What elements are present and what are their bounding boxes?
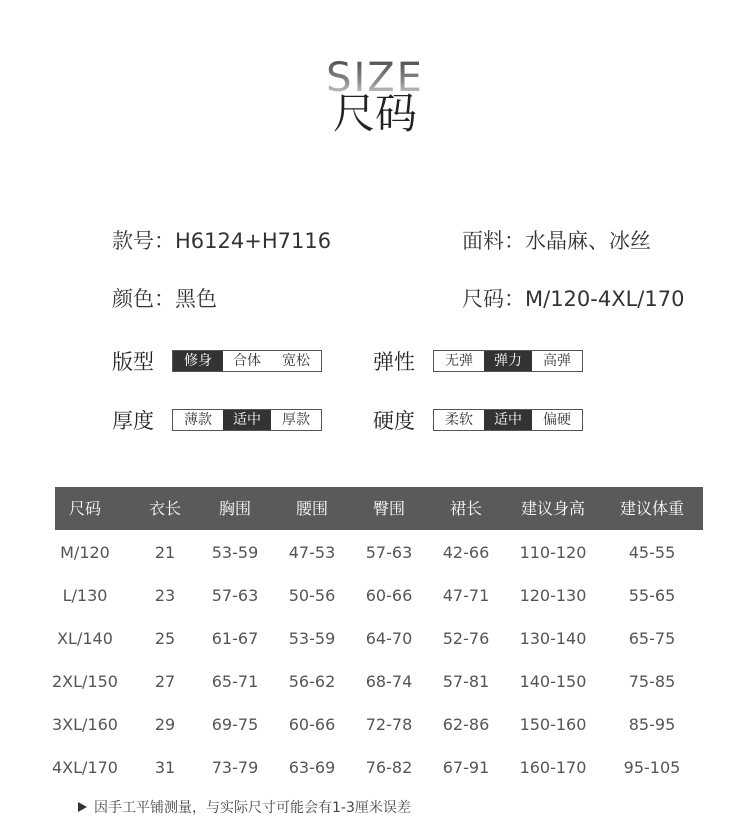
cell-weight: 95-105 xyxy=(623,758,681,777)
header-weight: 建议体重 xyxy=(619,499,684,518)
cell-chest: 65-71 xyxy=(211,672,259,691)
thickness-option-medium: 适中 xyxy=(223,410,271,430)
thickness-option-thick: 厚款 xyxy=(271,410,321,430)
cell-weight: 85-95 xyxy=(628,715,676,734)
cell-length: 31 xyxy=(154,758,176,777)
size-range-info: 尺码：M/120-4XL/170 xyxy=(462,287,685,311)
cell-weight: 45-55 xyxy=(628,543,676,562)
fit-label: 版型 xyxy=(112,350,154,374)
cell-chest: 69-75 xyxy=(211,715,259,734)
elasticity-label: 弹性 xyxy=(373,350,415,374)
header-size: 尺码 xyxy=(68,499,101,518)
fit-option-regular: 合体 xyxy=(223,351,271,371)
table-row xyxy=(0,746,750,789)
cell-length: 29 xyxy=(154,715,176,734)
cell-height: 130-140 xyxy=(519,629,587,648)
cell-chest: 73-79 xyxy=(211,758,259,777)
cell-waist: 53-59 xyxy=(288,629,336,648)
title-en: SIZE xyxy=(0,56,750,100)
thickness-selector xyxy=(172,409,322,431)
cell-chest: 61-67 xyxy=(211,629,259,648)
cell-skirt-length: 62-86 xyxy=(442,715,490,734)
hardness-option-medium: 适中 xyxy=(484,410,532,430)
title-cn: 尺码 xyxy=(332,89,417,138)
table-row xyxy=(0,617,750,660)
cell-size: M/120 xyxy=(60,543,110,562)
elasticity-selector xyxy=(433,350,583,372)
hardness-label: 硬度 xyxy=(373,409,415,433)
fit-selector xyxy=(172,350,322,372)
cell-waist: 56-62 xyxy=(288,672,336,691)
table-row xyxy=(0,574,750,617)
cell-size: 4XL/170 xyxy=(52,758,118,777)
cell-hip: 60-66 xyxy=(365,586,413,605)
cell-waist: 63-69 xyxy=(288,758,336,777)
elasticity-option-none: 无弹 xyxy=(434,351,484,371)
header-hip: 臀围 xyxy=(372,499,405,518)
cell-hip: 72-78 xyxy=(365,715,413,734)
header-length: 衣长 xyxy=(148,499,181,518)
triangle-bullet-icon xyxy=(78,802,87,812)
cell-weight: 65-75 xyxy=(628,629,676,648)
fit-option-slim: 修身 xyxy=(173,351,223,371)
hardness-option-hard: 偏硬 xyxy=(532,410,582,430)
cell-height: 120-130 xyxy=(519,586,587,605)
table-row xyxy=(0,703,750,746)
elasticity-option-stretch: 弹力 xyxy=(484,351,532,371)
cell-length: 25 xyxy=(154,629,176,648)
cell-chest: 53-59 xyxy=(211,543,259,562)
cell-length: 23 xyxy=(154,586,176,605)
cell-length: 21 xyxy=(154,543,176,562)
cell-hip: 76-82 xyxy=(365,758,413,777)
header-height: 建议身高 xyxy=(520,499,585,518)
measurement-note xyxy=(78,798,411,818)
cell-height: 110-120 xyxy=(519,543,587,562)
cell-skirt-length: 42-66 xyxy=(442,543,490,562)
fit-option-loose: 宽松 xyxy=(271,351,321,371)
cell-skirt-length: 47-71 xyxy=(442,586,490,605)
cell-waist: 47-53 xyxy=(288,543,336,562)
cell-skirt-length: 57-81 xyxy=(442,672,490,691)
cell-height: 150-160 xyxy=(519,715,587,734)
cell-size: 2XL/150 xyxy=(52,672,118,691)
fabric-info: 面料：水晶麻、冰丝 xyxy=(462,229,651,253)
header-chest: 胸围 xyxy=(218,499,251,518)
table-row xyxy=(0,660,750,703)
note-text: 因手工平铺测量，与实际尺寸可能会有1-3厘米误差 xyxy=(94,800,411,816)
hardness-selector xyxy=(433,409,583,431)
cell-hip: 68-74 xyxy=(365,672,413,691)
cell-waist: 60-66 xyxy=(288,715,336,734)
cell-hip: 57-63 xyxy=(365,543,413,562)
thickness-option-thin: 薄款 xyxy=(173,410,223,430)
cell-chest: 57-63 xyxy=(211,586,259,605)
style-number: 款号：H6124+H7116 xyxy=(112,229,332,253)
table-row xyxy=(0,531,750,574)
thickness-label: 厚度 xyxy=(112,409,154,433)
cell-hip: 64-70 xyxy=(365,629,413,648)
cell-length: 27 xyxy=(154,672,176,691)
cell-weight: 55-65 xyxy=(628,586,676,605)
cell-skirt-length: 52-76 xyxy=(442,629,490,648)
cell-weight: 75-85 xyxy=(628,672,676,691)
hardness-option-soft: 柔软 xyxy=(434,410,484,430)
header-waist: 腰围 xyxy=(295,499,328,518)
cell-height: 160-170 xyxy=(519,758,587,777)
cell-skirt-length: 67-91 xyxy=(442,758,490,777)
cell-size: 3XL/160 xyxy=(52,715,118,734)
cell-size: L/130 xyxy=(62,586,108,605)
cell-waist: 50-56 xyxy=(288,586,336,605)
size-table-header xyxy=(55,487,703,530)
color-info: 颜色：黑色 xyxy=(112,287,217,311)
elasticity-option-high: 高弹 xyxy=(532,351,582,371)
header-skirt-length: 裙长 xyxy=(449,499,482,518)
cell-height: 140-150 xyxy=(519,672,587,691)
cell-size: XL/140 xyxy=(57,629,113,648)
